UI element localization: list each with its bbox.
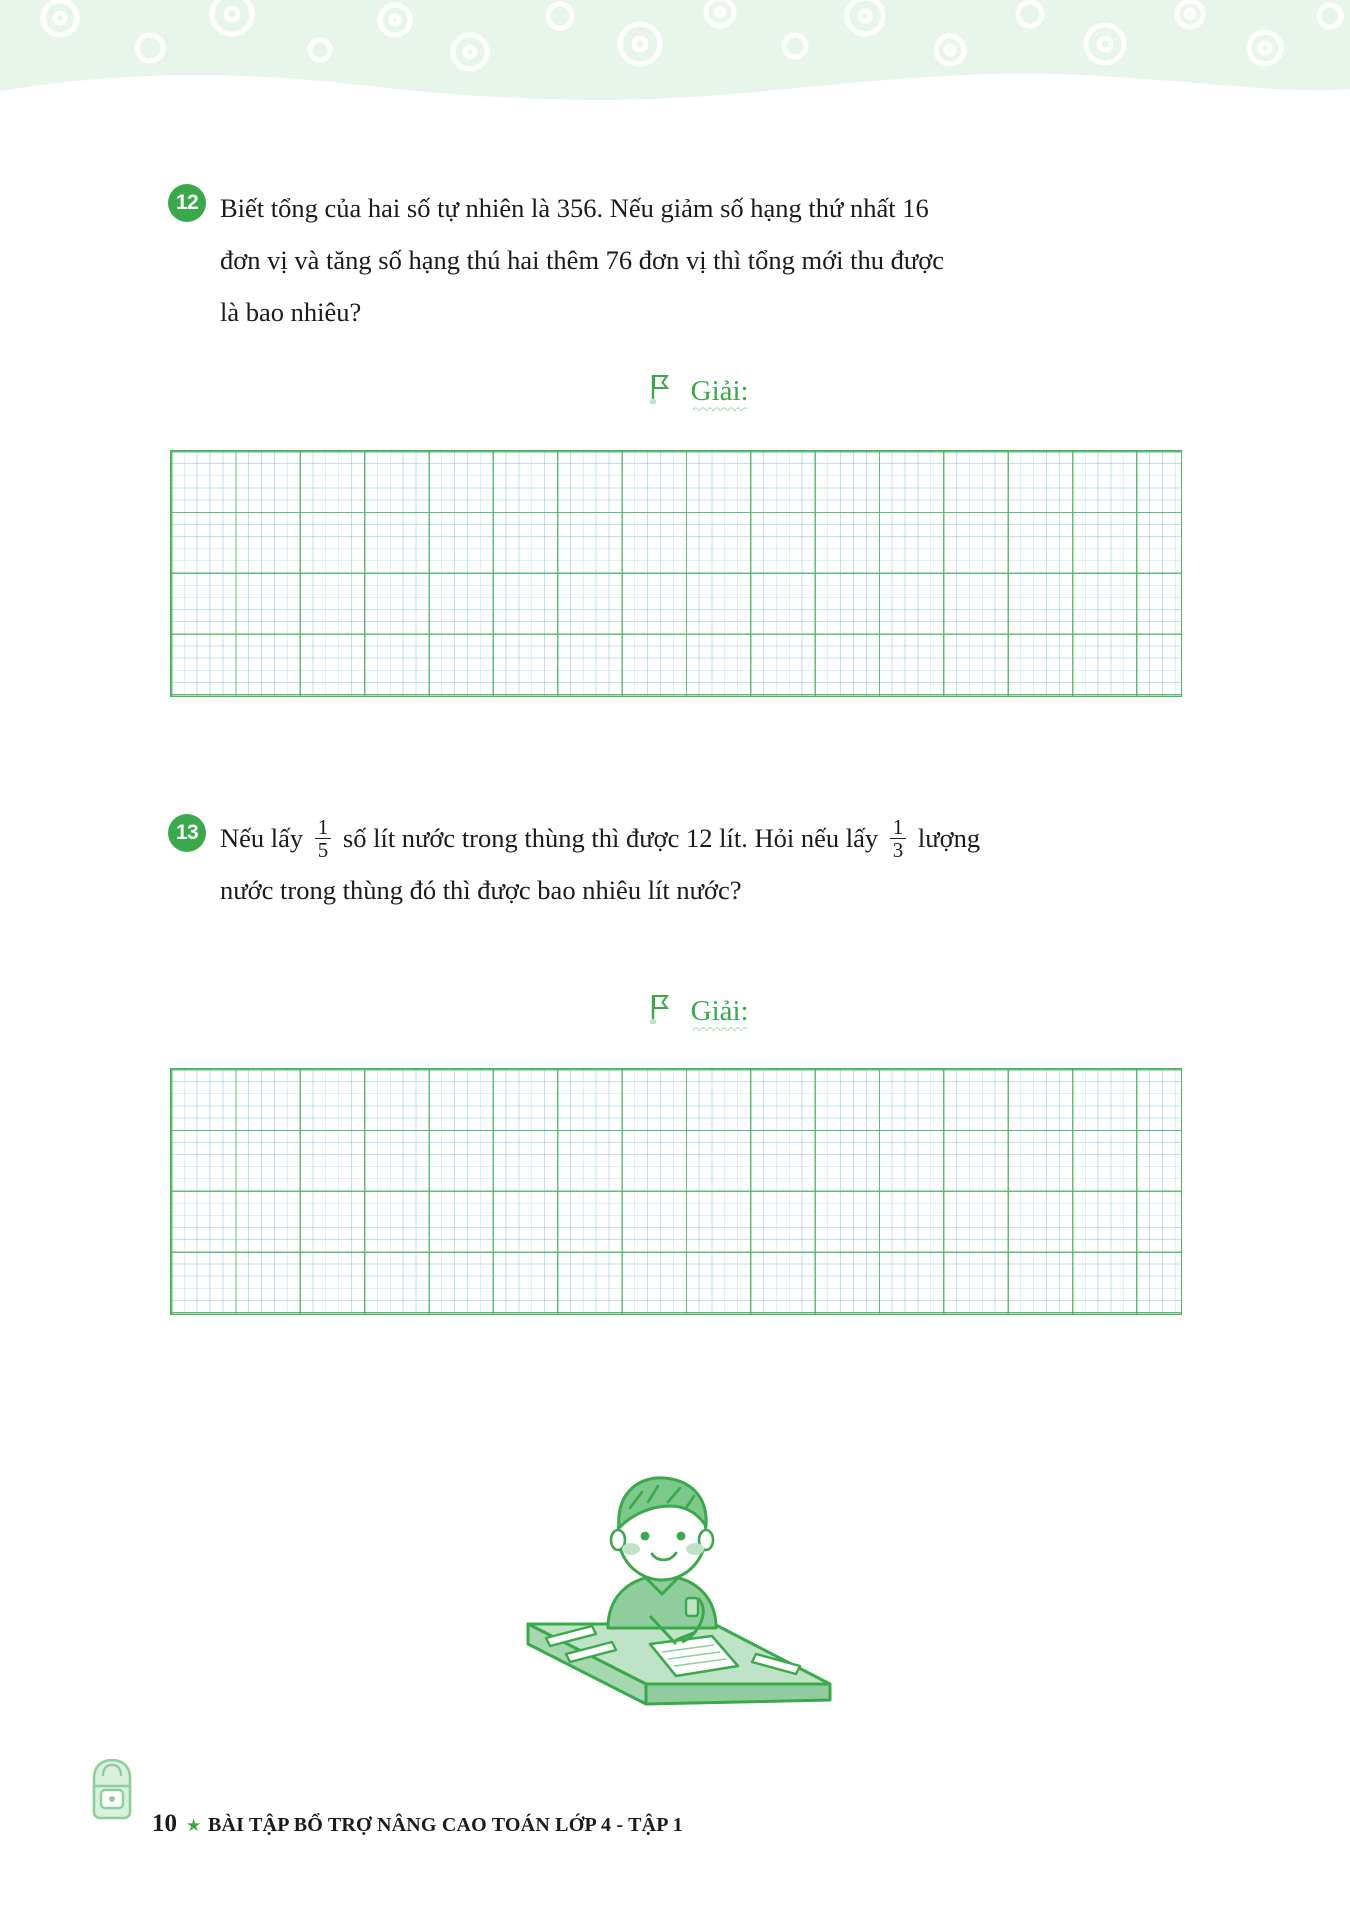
fraction-one-fifth (315, 816, 332, 861)
solution-label: Giải: (690, 375, 749, 407)
page-footer (0, 1798, 1350, 1858)
wave-divider (0, 65, 1350, 105)
flag-icon (647, 992, 673, 1032)
backpack-icon (84, 1756, 140, 1827)
exercise-number-badge: 12 (168, 184, 206, 222)
boy-writing-at-desk-illustration (500, 1448, 860, 1713)
question-line-1 (220, 812, 1228, 864)
exercise-12 (168, 182, 1228, 338)
question-line-2: đơn vị và tăng số hạng thú hai thêm 76 đơn vị thì tổng mới thu được (220, 245, 945, 275)
fraction-one-third (890, 816, 907, 861)
answer-grid-13[interactable] (170, 1068, 1182, 1315)
exercise-question-text (220, 182, 1228, 338)
footer-title: BÀI TẬP BỔ TRỢ NÂNG CAO TOÁN LỚP 4 - TẬP 1 (208, 1814, 683, 1836)
decorative-top-band (0, 0, 1350, 105)
question-line-2: nước trong thùng đó thì được bao nhiêu lít nước? (220, 875, 742, 905)
flag-icon (647, 372, 673, 412)
question-part-3: lượng (917, 823, 981, 853)
question-part-1: Nếu lấy (220, 823, 304, 853)
answer-grid-12[interactable] (170, 450, 1182, 697)
fraction-numerator: 1 (892, 815, 904, 840)
page-number: 10 (152, 1810, 177, 1837)
solution-heading-13 (168, 992, 1228, 1032)
fraction-numerator: 1 (317, 815, 329, 840)
question-line-3: là bao nhiêu? (220, 297, 362, 327)
exercise-question-text (220, 812, 1228, 916)
question-part-2: số lít nước trong thùng thì được 12 lít. Hỏi nếu lấy (342, 823, 879, 853)
fraction-denominator: 5 (315, 838, 332, 861)
star-icon: ★ (186, 1816, 202, 1835)
question-line-1: Biết tổng của hai số tự nhiên là 356. Nếu giảm số hạng thứ nhất 16 (220, 193, 929, 223)
exercise-number-badge: 13 (168, 814, 206, 852)
exercise-13 (168, 812, 1228, 916)
solution-heading-12 (168, 372, 1228, 412)
fraction-denominator: 3 (890, 838, 907, 861)
solution-label: Giải: (690, 995, 749, 1027)
